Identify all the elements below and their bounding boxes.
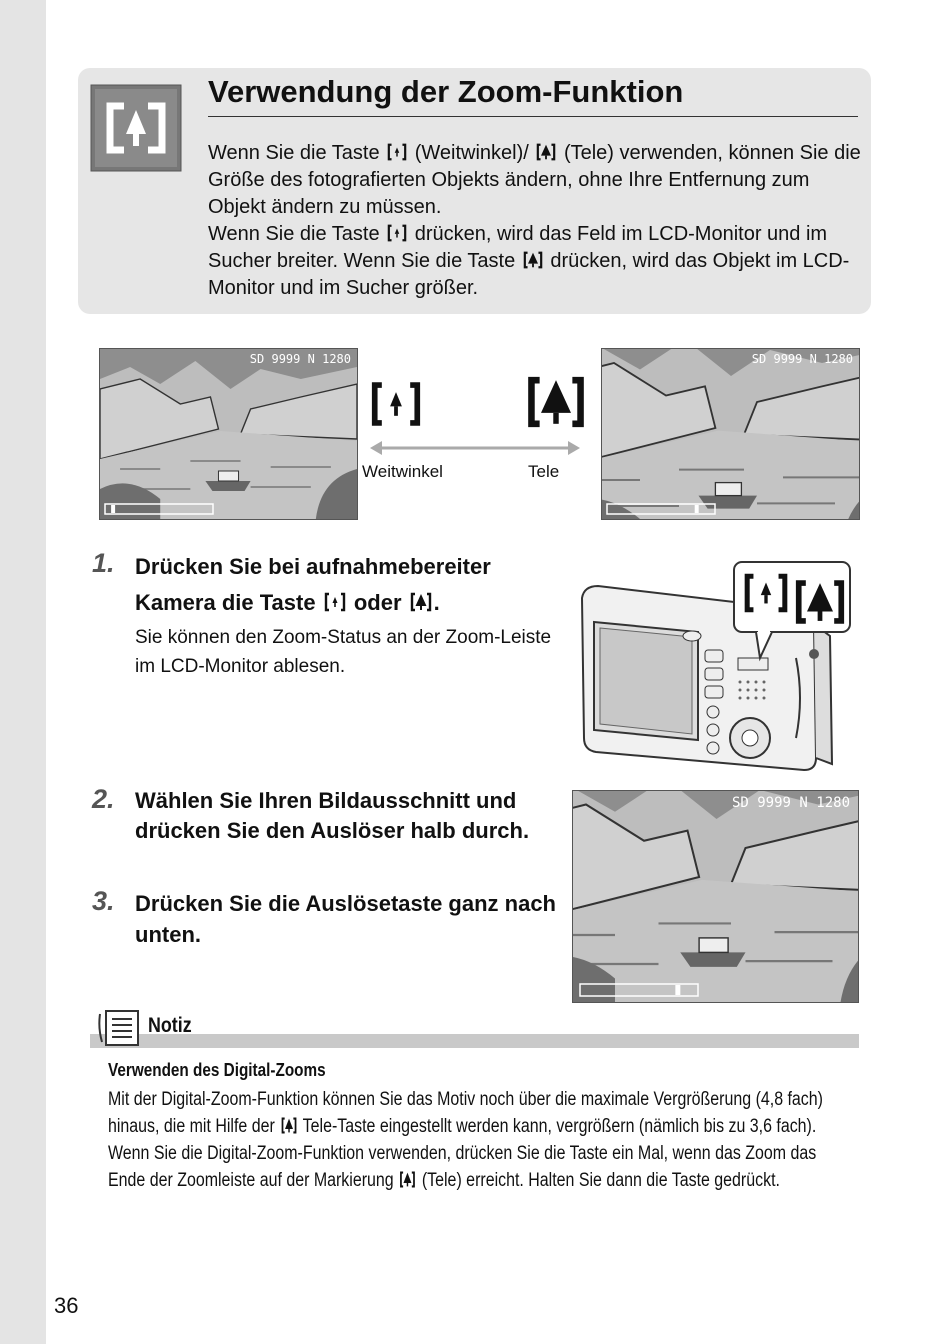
zoom-arrow [370, 440, 580, 456]
zoom-direction-diagram [360, 372, 590, 492]
zoom-section-icon [90, 84, 182, 172]
wide-angle-icon [387, 142, 407, 162]
tele-label: Tele [528, 462, 560, 481]
zoom-bar [606, 502, 716, 516]
note-label: Notiz [148, 1014, 192, 1037]
zoom-bar-marker [695, 505, 699, 513]
step-2-title: Wählen Sie Ihren Bildausschnitt und drücken Sie den Auslöser halb durch. [135, 788, 530, 843]
telephoto-icon [523, 250, 543, 270]
lcd-screen-step3 [572, 790, 859, 1003]
lcd-status-bar: SD 9999 N 1280 [751, 352, 853, 366]
wide-angle-icon [324, 591, 346, 613]
landscape-image [100, 349, 357, 519]
telephoto-icon [410, 591, 432, 613]
title-rule [208, 116, 858, 117]
intro-paragraph-1: Wenn Sie die Taste (Weitwinkel)/ (Tele) verwenden, können Sie die Größe des fotografierten Objekts ändern, ohne Ihre Entfernung zum Objekt ändern zu müssen. [208, 142, 861, 218]
note-header-bar [90, 1034, 859, 1048]
lcd-screen-tele [601, 348, 860, 520]
note-heading: Verwenden des Digital-Zooms [108, 1060, 326, 1080]
note-paragraph-2: Wenn Sie die Digital-Zoom-Funktion verwenden, drücken Sie die Taste ein Mal, wenn das Zoom das Ende der Zoomleiste auf der Markierung (Tele) erreicht. Halten Sie dann die Taste gedrückt. [108, 1143, 817, 1191]
telephoto-icon [536, 142, 556, 162]
telephoto-icon [400, 1170, 416, 1189]
camera-back-illustration [572, 558, 856, 780]
note-paragraph-1: Mit der Digital-Zoom-Funktion können Sie das Motiv noch über die maximale Vergrößerung (4,8 fach) hinaus, die mit Hilfe der Tele-Taste eingestellt werden kann, vergrößern (nämlich bis zu 3,6 fach). [108, 1089, 823, 1137]
step-3-number: 3. [92, 886, 115, 916]
step-1-number: 1. [92, 548, 115, 578]
wide-label: Weitwinkel [362, 462, 443, 481]
step-2-number: 2. [92, 784, 115, 814]
step-3-title: Drücken Sie die Auslösetaste ganz nach unten. [135, 891, 556, 947]
zoom-bar-marker [111, 505, 115, 513]
landscape-image-zoomed [573, 791, 858, 1002]
step-1-text: Sie können den Zoom-Status an der Zoom-Leiste im LCD-Monitor ablesen. [135, 627, 552, 677]
wide-angle-icon [387, 223, 407, 243]
note-body [108, 1086, 847, 1194]
page-margin-strip [0, 0, 46, 1344]
telephoto-icon [281, 1116, 297, 1135]
step-1-title: Drücken Sie bei aufnahmebereiter Kamera die Taste oder . [135, 554, 491, 615]
zoom-bar [104, 502, 214, 516]
page-number: 36 [54, 1293, 79, 1318]
telephoto-icon [524, 372, 588, 432]
zoom-bar-marker [675, 985, 680, 995]
wide-angle-icon [364, 378, 428, 430]
intro-paragraph-2: Wenn Sie die Taste drücken, wird das Feld im LCD-Monitor und im Sucher breiter. Wenn Sie die Taste drücken, wird das Objekt im LCD-Monitor und im Sucher größer. [208, 223, 850, 299]
page-title: Verwendung der Zoom-Funktion [208, 74, 684, 109]
lcd-status-bar: SD 9999 N 1280 [731, 795, 850, 811]
zoom-bar [579, 982, 699, 998]
landscape-image-zoomed [602, 349, 859, 519]
lcd-status-bar: SD 9999 N 1280 [249, 352, 351, 366]
note-icon [96, 1008, 142, 1048]
lcd-screen-wide [99, 348, 358, 520]
intro-text [208, 140, 868, 302]
